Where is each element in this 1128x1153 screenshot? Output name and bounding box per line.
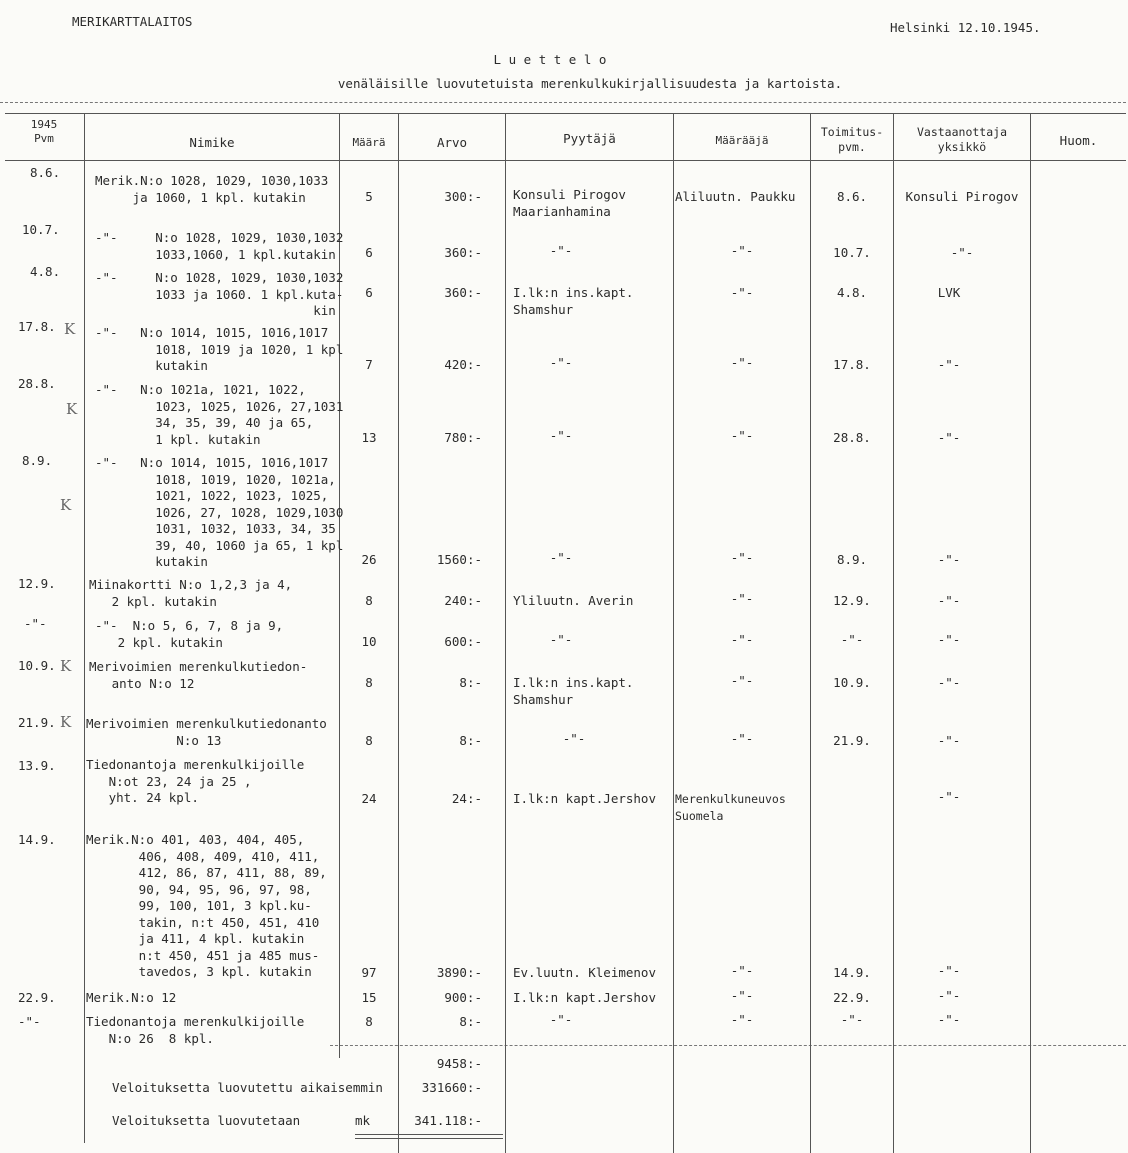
row-ordered-by: -"- xyxy=(730,988,754,1003)
row-quantity: 15 xyxy=(361,990,377,1005)
margin-check-mark: K xyxy=(66,400,78,418)
row-requester: -"- xyxy=(549,1012,573,1027)
row-title: -"- N:o 1028, 1029, 1030,1032 1033,1060, 1 kpl.kutakin xyxy=(95,230,344,262)
row-date: 28.8. xyxy=(18,376,56,391)
row-quantity: 24 xyxy=(361,791,377,806)
final-unit: mk xyxy=(355,1113,371,1128)
col-toimitus-header: Toimitus- pvm. xyxy=(820,125,884,154)
row-title: Merik.N:o 401, 403, 404, 405, 406, 408, 409, 410, 411, 412, 86, 87, 411, 88, 89, 90, 94, 95, 96, 97, 98, 99, 100, 101, 3 kpl.ku- takin, n:t 450, 451, 410 ja 411, 4 kpl. kutakin n:t 450, 451 ja 485 mus- tavedos, 3 kpl. kutakin xyxy=(86,832,327,979)
row-date: 4.8. xyxy=(30,264,61,279)
row-quantity: 5 xyxy=(365,189,373,204)
row-receiver: -"- xyxy=(937,430,961,445)
row-title: Tiedonantoja merenkulkijoille N:ot 23, 24 ja 25 , yht. 24 kpl. xyxy=(86,757,305,805)
row-title: Merik.N:o 1028, 1029, 1030,1033 ja 1060, 1 kpl. kutakin xyxy=(95,173,329,205)
row-requester: Ev.luutn. Kleimenov xyxy=(513,965,656,980)
col-nimike-header: Nimike xyxy=(189,135,235,150)
row-ordered-by: -"- xyxy=(730,591,754,606)
row-title: Merik.N:o 12 xyxy=(86,990,177,1005)
row-requester: -"- xyxy=(549,243,573,258)
place-date: Helsinki 12.10.1945. xyxy=(890,20,1041,35)
row-requester: I.lk:n ins.kapt. Shamshur xyxy=(513,675,634,707)
row-date: 12.9. xyxy=(18,576,56,591)
row-ordered-by: Aliluutn. Paukku xyxy=(675,189,796,204)
row-receiver: -"- xyxy=(937,552,961,567)
row-quantity: 8 xyxy=(365,733,373,748)
row-value: 780:- xyxy=(444,430,482,445)
row-quantity: 8 xyxy=(365,1014,373,1029)
row-requester: -"- xyxy=(549,632,573,647)
final-label: Veloituksetta luovutetaan xyxy=(112,1113,301,1128)
row-quantity: 8 xyxy=(365,675,373,690)
row-date: -"- xyxy=(18,1014,41,1029)
row-value: 420:- xyxy=(444,357,482,372)
margin-check-mark: K xyxy=(60,713,72,731)
row-date: -"- xyxy=(24,616,47,631)
row-title: Tiedonantoja merenkulkijoille N:o 26 8 kpl. xyxy=(86,1014,305,1046)
margin-check-mark: K xyxy=(60,657,72,675)
row-requester: -"- xyxy=(549,355,573,370)
agency-name: MERIKARTTALAITOS xyxy=(72,14,193,29)
row-delivery-date: 22.9. xyxy=(833,990,871,1005)
row-ordered-by: -"- xyxy=(730,428,754,443)
row-ordered-by: -"- xyxy=(730,632,754,647)
row-delivery-date: 8.6. xyxy=(836,189,868,204)
row-receiver: -"- xyxy=(937,733,961,748)
subtotal-value: 9458:- xyxy=(436,1056,482,1071)
row-quantity: 26 xyxy=(361,552,377,567)
row-quantity: 13 xyxy=(361,430,377,445)
row-delivery-date: 12.9. xyxy=(833,593,871,608)
row-receiver: -"- xyxy=(937,789,961,804)
row-quantity: 10 xyxy=(361,634,377,649)
col-pyytaja-header: Pyytäjä xyxy=(563,131,616,146)
row-receiver: -"- xyxy=(937,963,961,978)
row-date: 10.7. xyxy=(22,222,60,237)
row-quantity: 6 xyxy=(365,285,373,300)
row-quantity: 8 xyxy=(365,593,373,608)
row-receiver: -"- xyxy=(937,632,961,647)
row-delivery-date: 21.9. xyxy=(833,733,871,748)
margin-check-mark: K xyxy=(64,320,76,338)
row-receiver: -"- xyxy=(950,245,974,260)
row-value: 900:- xyxy=(444,990,482,1005)
earlier-label: Veloituksetta luovutettu aikaisemmin xyxy=(112,1080,383,1095)
row-date: 10.9. xyxy=(18,658,56,673)
row-delivery-date: -"- xyxy=(840,1012,864,1027)
row-date: 17.8. xyxy=(18,319,56,334)
row-delivery-date: 10.9. xyxy=(833,675,871,690)
row-value: 3890:- xyxy=(436,965,482,980)
row-date: 13.9. xyxy=(18,758,56,773)
col-maara-header: Määrä xyxy=(352,136,386,149)
document-subtitle: venäläisille luovutetuista merenkulkukirjallisuudesta ja kartoista. xyxy=(337,76,843,91)
row-quantity: 7 xyxy=(365,357,373,372)
row-ordered-by: -"- xyxy=(730,243,754,258)
row-title: -"- N:o 1014, 1015, 1016,1017 1018, 1019, 1020, 1021a, 1021, 1022, 1023, 1025, 1026, 27, 1028, 1029,1030 1031, 1032, 1033, 34, 35 39, 40, 1060 ja 65, 1 kpl kutakin xyxy=(95,455,344,569)
row-ordered-by: -"- xyxy=(730,963,754,978)
col-maaraaja-header: Määrääjä xyxy=(715,134,769,147)
row-value: 24:- xyxy=(451,791,482,806)
row-title: Merivoimien merenkulkutiedonanto N:o 13 xyxy=(86,716,327,748)
row-quantity: 97 xyxy=(361,965,377,980)
earlier-value: 331660:- xyxy=(421,1080,482,1095)
row-value: 300:- xyxy=(444,189,482,204)
row-requester: -"- xyxy=(549,550,573,565)
row-value: 240:- xyxy=(444,593,482,608)
row-requester: I.lk:n kapt.Jershov xyxy=(513,990,656,1005)
row-value: 8:- xyxy=(459,733,482,748)
row-delivery-date: 17.8. xyxy=(833,357,871,372)
row-value: 600:- xyxy=(444,634,482,649)
row-receiver: LVK xyxy=(937,285,961,300)
row-date: 22.9. xyxy=(18,990,56,1005)
row-ordered-by: -"- xyxy=(730,285,754,300)
row-ordered-by: -"- xyxy=(730,731,754,746)
row-value: 8:- xyxy=(459,675,482,690)
row-title: -"- N:o 1028, 1029, 1030,1032 1033 ja 1060. 1 kpl.kuta- kin xyxy=(95,270,344,318)
row-receiver: Konsuli Pirogov xyxy=(905,189,1019,204)
row-receiver: -"- xyxy=(937,593,961,608)
row-receiver: -"- xyxy=(937,1012,961,1027)
row-receiver: -"- xyxy=(937,357,961,372)
row-date: 14.9. xyxy=(18,832,56,847)
row-requester: Yliluutn. Averin xyxy=(513,593,634,608)
row-ordered-by: -"- xyxy=(730,355,754,370)
row-delivery-date: 14.9. xyxy=(833,965,871,980)
row-date: 8.6. xyxy=(30,165,61,180)
row-title: -"- N:o 1021a, 1021, 1022, 1023, 1025, 1026, 27,1031 34, 35, 39, 40 ja 65, 1 kpl. kutakin xyxy=(95,382,344,447)
row-delivery-date: 8.9. xyxy=(836,552,868,567)
col-arvo-header: Arvo xyxy=(436,135,468,150)
row-requester: -"- xyxy=(562,731,586,746)
document-title: L u e t t e l o xyxy=(493,52,607,67)
row-quantity: 6 xyxy=(365,245,373,260)
row-value: 1560:- xyxy=(436,552,482,567)
row-value: 8:- xyxy=(459,1014,482,1029)
row-delivery-date: 28.8. xyxy=(833,430,871,445)
row-title: -"- N:o 1014, 1015, 1016,1017 1018, 1019 ja 1020, 1 kpl kutakin xyxy=(95,325,344,373)
row-ordered-by: -"- xyxy=(730,1012,754,1027)
row-requester: I.lk:n ins.kapt. Shamshur xyxy=(513,285,634,317)
row-ordered-by: -"- xyxy=(730,673,754,688)
row-title: Miinakortti N:o 1,2,3 ja 4, 2 kpl. kutakin xyxy=(89,577,293,609)
row-date: 8.9. xyxy=(22,453,53,468)
row-title: -"- N:o 5, 6, 7, 8 ja 9, 2 kpl. kutakin xyxy=(95,618,284,650)
row-requester: Konsuli Pirogov Maarianhamina xyxy=(513,187,626,219)
row-receiver: -"- xyxy=(937,988,961,1003)
row-value: 360:- xyxy=(444,245,482,260)
col-huom-header: Huom. xyxy=(1059,133,1098,148)
col-pvm-header: 1945 Pvm xyxy=(30,118,58,145)
row-delivery-date: 4.8. xyxy=(836,285,868,300)
margin-check-mark: K xyxy=(60,496,72,514)
final-value: 341.118:- xyxy=(414,1113,482,1128)
row-requester: I.lk:n kapt.Jershov xyxy=(513,791,656,806)
row-date: 21.9. xyxy=(18,715,56,730)
row-ordered-by: Merenkulkuneuvos Suomela xyxy=(675,792,786,823)
row-ordered-by: -"- xyxy=(730,550,754,565)
row-delivery-date: 10.7. xyxy=(833,245,871,260)
col-vastaanottaja-header: Vastaanottaja yksikkö xyxy=(916,125,1007,154)
row-delivery-date: -"- xyxy=(840,632,864,647)
row-title: Merivoimien merenkulkutiedon- anto N:o 12 xyxy=(89,659,308,691)
row-requester: -"- xyxy=(549,428,573,443)
row-value: 360:- xyxy=(444,285,482,300)
row-receiver: -"- xyxy=(937,675,961,690)
